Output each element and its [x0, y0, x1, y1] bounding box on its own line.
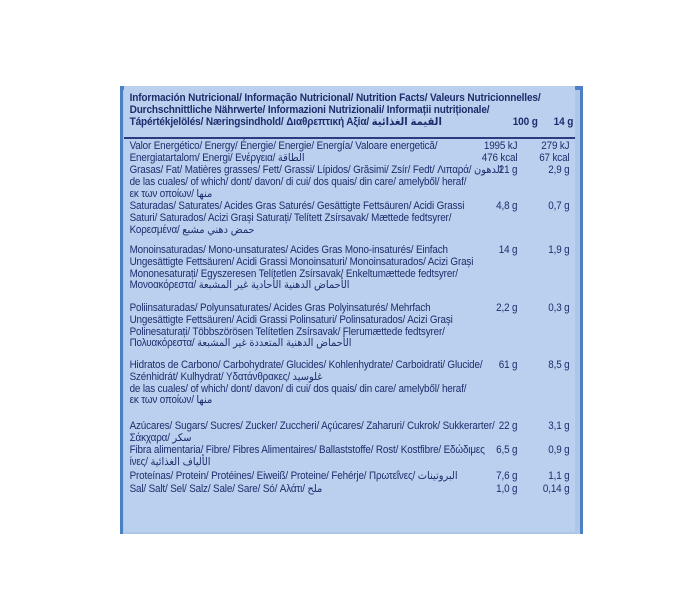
- value-per-14g: [548, 165, 569, 177]
- nutrient-name-line: Poliinsaturadas/ Polyunsaturates/ Acides Gras Polyinsaturés/ Mehrfach: [129, 302, 431, 314]
- nutrient-name-line: Valor Energético/ Energy/ Énergie/ Energie/ Energía/ Valoare energetică/: [129, 140, 438, 152]
- value-per-100g: [496, 445, 517, 457]
- value-per-14g: [548, 360, 569, 372]
- column-14g-header: 14 g: [553, 116, 574, 128]
- nutrient-name-line: Szénhidrát/ Kulhydrat/ Υδατάνθρακες/ غلوسيد: [129, 370, 323, 383]
- nutrient-name: [130, 141, 493, 165]
- nutrient-name-line: Hidratos de Carbono/ Carbohydrate/ Glucides/ Kohlenhydrate/ Carboidrati/ Glucide/: [129, 359, 483, 371]
- nutrient-name-line: Ungesättigte Fettsäuren/ Acidi Grassi Monoinsaturi/ Monoinsaturados/ Acizi Grași: [129, 255, 474, 268]
- value-per-14g-line: 0,14 g: [542, 483, 570, 495]
- nutrient-name-line: Mononesaturați/ Egyszeresen Telítetlen Zsírsavak/ Enkeltumættede fedtsyrer/: [129, 267, 458, 280]
- value-per-100g: [496, 303, 517, 315]
- value-per-14g-line: 0,3 g: [548, 302, 570, 314]
- nutrient-name-line: Sal/ Salt/ Sel/ Salz/ Sale/ Sare/ Só/ Αλάτι/ ملح: [129, 483, 323, 495]
- value-per-100g: [499, 360, 518, 372]
- nutrient-name-line: de las cuales/ of which/ dont/ davon/ di cui/ dos quais/ din care/ amelyből/ heraf/: [129, 175, 467, 188]
- nutrient-name-line: Κορεσμένα/ حمض دهني مشبع: [129, 223, 255, 236]
- header-line: Información Nutricional/ Informação Nutricional/ Nutrition Facts/ Valeurs Nutricionnelles/: [129, 92, 541, 104]
- nutrient-name-line: Πολυακόρεστα/ الأحماض الدهنية المتعددة غير المشبعة: [129, 337, 352, 350]
- value-per-100g: [496, 201, 517, 213]
- value-per-100g-line: 14 g: [498, 244, 518, 256]
- value-per-100g-line: 1,0 g: [496, 483, 518, 495]
- nutrient-name-line: Energiatartalom/ Energi/ Ενέργεια/ الطاقة: [129, 151, 305, 164]
- nutrient-name-line: Μονοακόρεστα/ الأحماض الدهنية الأحادية غير المشبعة: [129, 279, 350, 292]
- value-per-100g-line: 1995 kJ: [483, 140, 518, 152]
- header-divider: [124, 137, 575, 139]
- value-per-14g: [548, 303, 569, 315]
- value-per-100g: [496, 484, 517, 496]
- value-per-14g: [548, 201, 569, 213]
- value-per-100g: [499, 165, 518, 177]
- value-per-14g: [548, 471, 569, 483]
- nutrient-name: [130, 471, 493, 483]
- value-per-100g: [499, 245, 518, 257]
- value-per-14g-line: 3,1 g: [548, 420, 570, 432]
- value-per-14g: [548, 421, 569, 433]
- value-per-100g: [499, 421, 518, 433]
- value-per-100g-line: 22 g: [498, 420, 518, 432]
- value-per-100g-line: 7,6 g: [496, 470, 518, 482]
- value-per-14g-line: 279 kJ: [541, 140, 570, 152]
- value-per-100g-line: 61 g: [498, 359, 518, 371]
- value-per-100g: [496, 471, 517, 483]
- nutrition-table: [124, 86, 575, 532]
- nutrient-name: [130, 445, 493, 469]
- nutrient-name-line: Monoinsaturadas/ Mono-unsaturates/ Acides Gras Mono-insaturés/ Einfach: [129, 244, 448, 256]
- value-per-100g-line: 21 g: [498, 164, 518, 176]
- nutrient-name-line: Proteínas/ Protein/ Protéines/ Eiweiß/ Proteine/ Fehérje/ Πρωτεΐνες/ البروتينات: [129, 470, 458, 482]
- nutrient-name: [130, 303, 493, 350]
- nutrient-name: [130, 201, 493, 236]
- value-per-100g-line: 4,8 g: [496, 200, 518, 212]
- header-line: Tápértékjelölés/ Næringsindhold/ Διαθρεπτική Αξία/ القيمة الغذائية 100 g 14 g: [129, 116, 574, 128]
- value-per-14g-line: 1,1 g: [548, 470, 570, 482]
- nutrient-name-line: Polinesaturați/ Többszörösen Telítetlen Zsírsavak/ Flerumættede fedtsyrer/: [129, 325, 445, 338]
- header-line: Durchschnittliche Nährwerte/ Informazioni Nutrizionali/ Informații nutriționale/: [129, 104, 490, 116]
- value-per-14g-line: 0,9 g: [548, 444, 570, 456]
- nutrient-name-line: Ungesättigte Fettsäuren/ Acidi Grassi Polinsaturi/ Polinsaturados/ Acizi Grași: [129, 313, 453, 326]
- nutrient-name-line: Azúcares/ Sugars/ Sucres/ Zucker/ Zuccheri/ Açúcares/ Zaharuri/ Cukrok/ Sukkerarter/: [129, 420, 495, 432]
- table-header: [129, 92, 574, 128]
- value-per-14g-line: 0,7 g: [548, 200, 570, 212]
- value-per-100g-line: 2,2 g: [496, 302, 518, 314]
- value-per-14g-line: 67 kcal: [539, 151, 570, 164]
- nutrient-name-line: Saturadas/ Saturates/ Acides Gras Saturés/ Gesättigte Fettsäuren/ Acidi Grassi: [129, 200, 465, 212]
- nutrient-name-line: Grasas/ Fat/ Matières grasses/ Fett/ Grassi/ Lípidos/ Grăsimi/ Zsír/ Fedt/ Λιπαρά/ الدهون: [129, 164, 503, 176]
- nutrient-name: [129, 164, 503, 200]
- nutrient-name: [130, 484, 493, 496]
- value-per-100g: [482, 141, 518, 165]
- nutrient-name-line: εκ των οποίων/ منها: [129, 187, 213, 200]
- nutrient-name: [130, 421, 493, 445]
- nutrient-name-line: de las cuales/ of which/ dont/ davon/ di cui/ dos quais/ din care/ amelyből/ heraf/: [129, 382, 467, 395]
- value-per-14g: [548, 445, 569, 457]
- nutrient-name-line: Σάκχαρα/ سكر: [129, 431, 192, 444]
- column-100g-header: 100 g: [512, 116, 538, 128]
- value-per-14g-line: 8,5 g: [548, 359, 570, 371]
- nutrient-name-line: εκ των οποίων/ منها: [129, 394, 213, 407]
- value-per-14g: [539, 141, 569, 165]
- value-per-100g-line: 476 kcal: [481, 151, 518, 164]
- nutrient-name-line: Fibra alimentaria/ Fibre/ Fibres Alimentaires/ Ballaststoffe/ Rost/ Kostfibre/ Εδώδιμες: [129, 444, 485, 456]
- value-per-14g-line: 2,9 g: [548, 164, 570, 176]
- nutrient-name-line: ίνες/ الألياف الغذائية: [129, 455, 211, 468]
- value-per-100g-line: 6,5 g: [496, 444, 518, 456]
- nutrient-name: [130, 360, 493, 407]
- value-per-14g-line: 1,9 g: [548, 244, 570, 256]
- nutrient-name-line: Saturi/ Saturados/ Acizi Grași Saturați/ Telített Zsírsavak/ Mættede fedtsyrer/: [129, 211, 452, 224]
- value-per-14g: [543, 484, 570, 496]
- nutrient-name: [130, 245, 493, 292]
- value-per-14g: [548, 245, 569, 257]
